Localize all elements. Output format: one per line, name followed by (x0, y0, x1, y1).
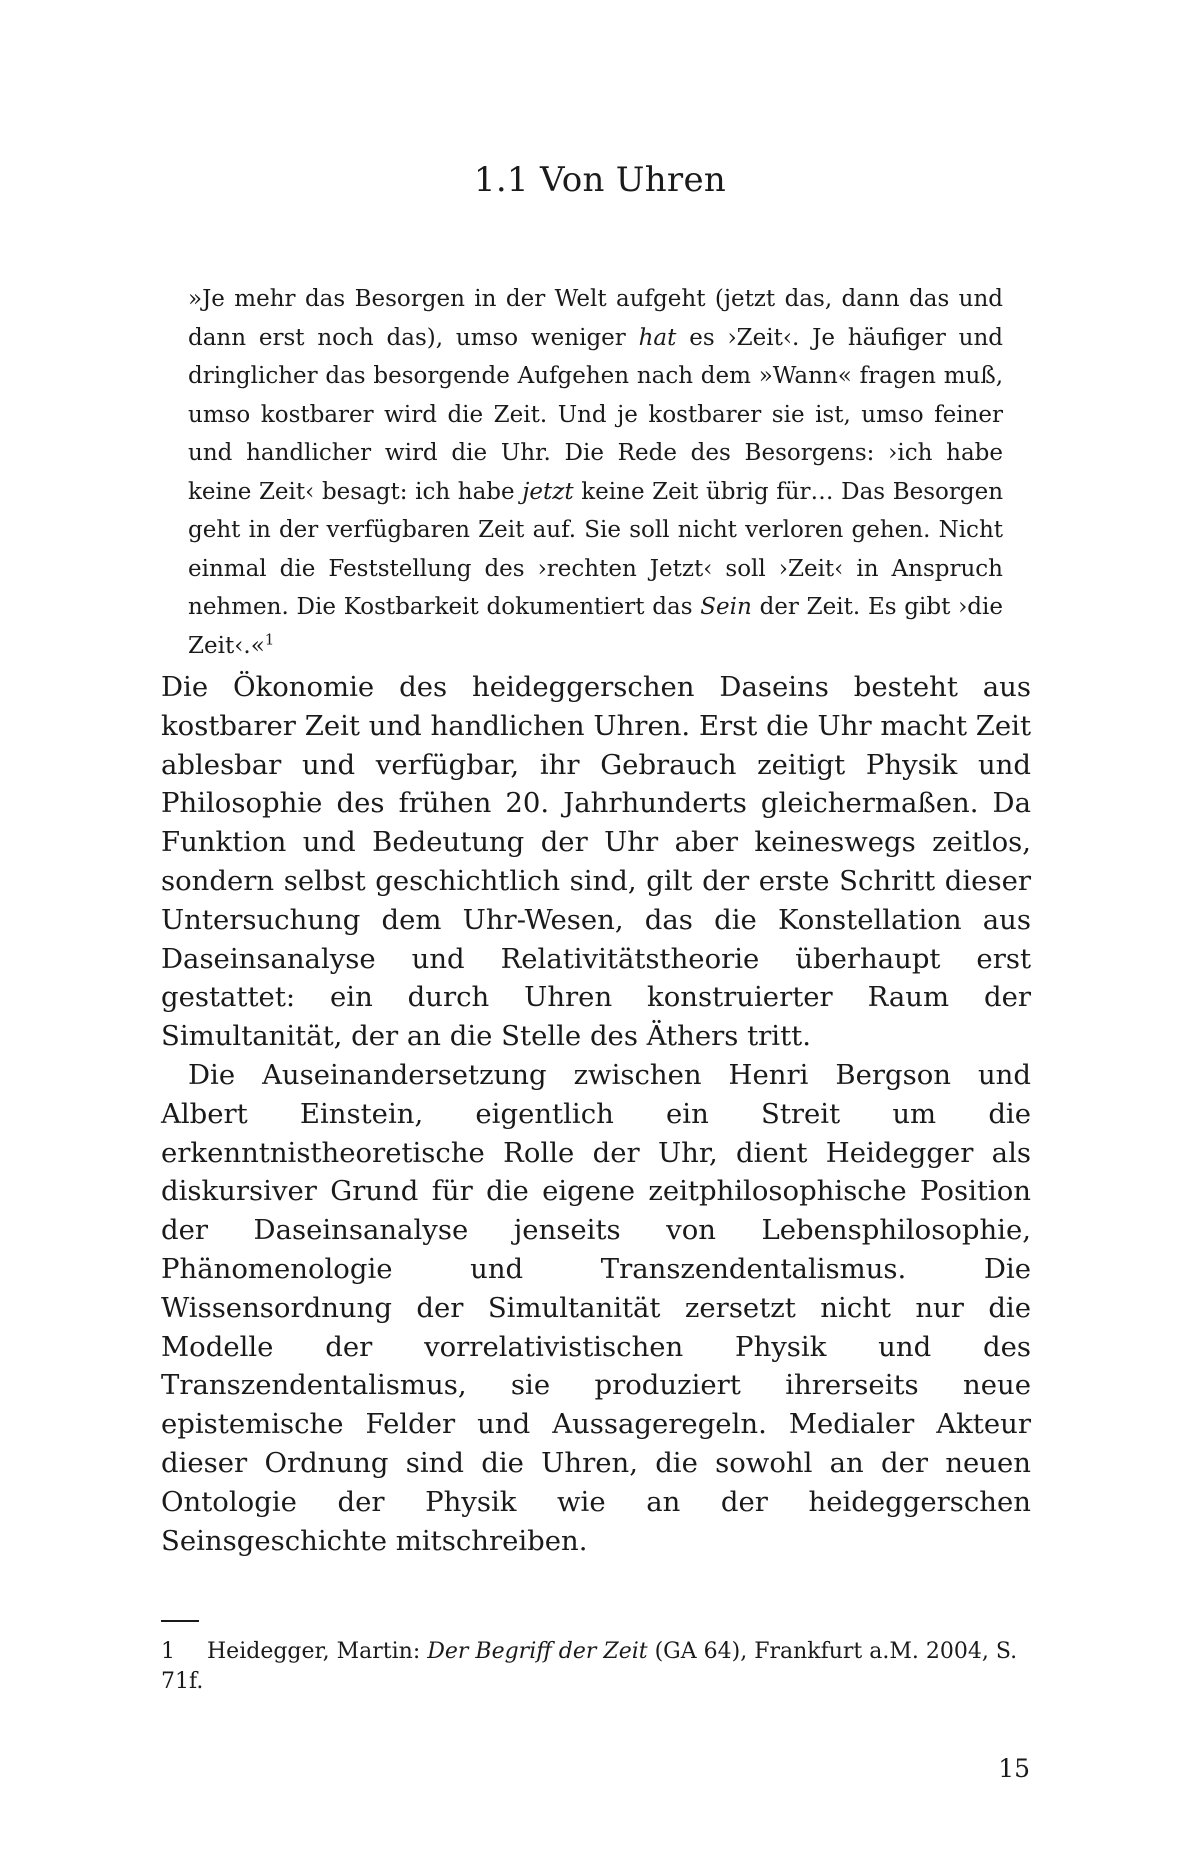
quote-text: »Je mehr das Besorgen in der Welt aufgeht (jetzt das, dann das und dann erst noch das), umso weniger (188, 286, 1003, 351)
block-quote (188, 280, 1003, 665)
body-paragraph: Die Ökonomie des heideggerschen Daseins besteht aus kostbarer Zeit und handlichen Uhren. Erst die Uhr macht Zeit ablesbar und verfügbar, ihr Gebrauch zeitigt Physik und Philosophie des frühen 20. Jahrhunderts gleichermaßen. Da Funktion und Bedeutung der Uhr aber keineswegs zeitlos, sondern selbst geschichtlich sind, gilt der erste Schritt dieser Untersuchung dem Uhr-Wesen, das die Konstellation aus Daseinsanalyse und Relativitätstheorie überhaupt erst gestattet: ein durch Uhren konstruierter Raum der Simultanität, der an die Stelle des Äthers tritt. (161, 671, 1031, 1053)
quote-emphasis: hat (638, 324, 677, 351)
footnote-reference: 1 (264, 629, 275, 648)
page-number: 15 (998, 1754, 1030, 1783)
quote-paragraph (188, 280, 1003, 665)
quote-text: es ›Zeit‹. Je häufiger und dringlicher das besorgende Aufgehen nach dem »Wann« fragen muß, umso kostbarer wird die Zeit. Und je kostbarer sie ist, umso feiner und handlicher wird die Uhr. Die Rede des Besorgens: ›ich habe keine Zeit‹ besagt: ich habe (188, 324, 1004, 505)
footnote-text: Heidegger, Martin: (207, 1639, 428, 1664)
footnote-text: (GA 64), Frankfurt a.M. 2004, S. 71f. (161, 1639, 1018, 1694)
footnote-number: 1 (161, 1639, 175, 1664)
footnote (161, 1637, 1061, 1697)
footnote-title: Der Begriff der Zeit (427, 1639, 648, 1664)
body-text (161, 668, 1031, 1560)
quote-text: keine Zeit übrig für… Das Besorgen geht in der verfügbaren Zeit auf. Sie soll nicht verloren gehen. Nicht einmal die Feststellung des ›rechten Jetzt‹ soll ›Zeit‹ in Anspruch nehmen. Die Kostbarkeit dokumentiert das (188, 478, 1004, 620)
body-paragraph: Die Auseinandersetzung zwischen Henri Bergson und Albert Einstein, eigentlich ein Streit um die erkenntnistheoretische Rolle der Uhr, dient Heidegger als diskursiver Grund für die eigene zeitphilosophische Position der Daseinsanalyse jenseits von Lebensphilosophie, Phänomenologie und Transzendentalismus. Die Wissensordnung der Simultanität zersetzt nicht nur die Modelle der vorrelativistischen Physik und des Transzendentalismus, sie produziert ihrerseits neue epistemische Felder und Aussageregeln. Medialer Akteur dieser Ordnung sind die Uhren, die sowohl an der neuen Ontologie der Physik wie an der heideggerschen Seinsgeschichte mitschreiben. (161, 1058, 1031, 1557)
footnote-divider (161, 1620, 199, 1622)
quote-text: der Zeit. Es gibt ›die Zeit‹.« (188, 594, 1003, 659)
quote-emphasis: jetzt (522, 478, 574, 505)
quote-emphasis: Sein (700, 594, 752, 620)
section-heading: 1.1 Von Uhren (473, 160, 727, 200)
